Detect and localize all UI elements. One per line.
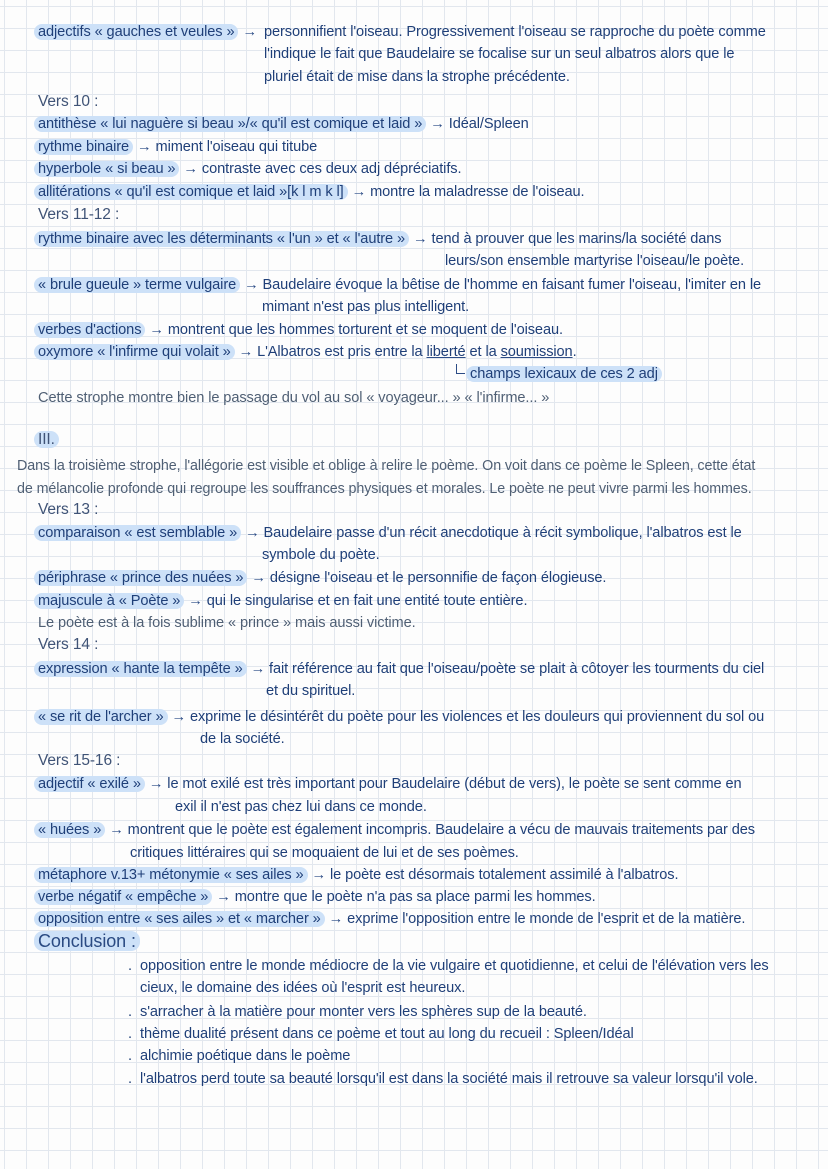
note-expression	[38, 659, 764, 679]
arrow-icon: →	[351, 184, 367, 200]
rythme2-text-1: tend à prouver que les marins/la société dans	[431, 231, 722, 247]
conclusion-title	[38, 931, 140, 951]
oxy-text-c: et la	[465, 344, 501, 360]
meta-text: le poète est désormais totalement assimilé à l'albatros.	[330, 867, 679, 883]
arrow-icon: →	[188, 593, 203, 609]
huees-text-1: montrent que le poète est également incompris. Baudelaire a vécu de mauvais traitements par des	[127, 822, 755, 838]
highlight-rythme2: rythme binaire avec les déterminants « l'un » et « l'autre »	[34, 231, 409, 247]
rit-text-1: exprime le désintérêt du poète pour les violences et les douleurs qui proviennent du sol ou	[189, 709, 765, 725]
antithese-text: Idéal/Spleen	[448, 116, 529, 132]
note-adjectifs	[38, 22, 257, 42]
highlight-allitterations: allitérations « qu'il est comique et laid »[k l m k l]	[34, 184, 348, 200]
huees-text-2: critiques littéraires qui se moquaient de lui et de ses poèmes.	[130, 845, 519, 861]
bullet-icon: .	[128, 1004, 132, 1020]
peri-text: désigne l'oiseau et le personnifie de façon élogieuse.	[269, 570, 607, 586]
note-allitterations	[38, 182, 585, 202]
allit-text: montre la maladresse de l'oiseau.	[370, 184, 585, 200]
sublime-note: Le poète est à la fois sublime « prince » mais aussi victime.	[38, 615, 416, 631]
exile-text-1: le mot exilé est très important pour Baudelaire (début de vers), le poète se sent comme en	[167, 776, 742, 792]
oxy-text-e: .	[572, 344, 577, 360]
highlight-adjectifs: adjectifs « gauches et veules »	[34, 24, 238, 40]
oppo-text: exprime l'opposition entre le monde de l'esprit et de la matière.	[347, 911, 746, 927]
highlight-rythme: rythme binaire	[34, 139, 133, 155]
heading-vers-10: Vers 10 :	[38, 93, 99, 110]
neg-text: montre que le poète n'a pas sa place parmi les hommes.	[234, 889, 596, 905]
arrow-icon: →	[148, 776, 164, 792]
highlight-oxymore: oxymore « l'infirme qui volait »	[34, 344, 235, 360]
note-periphrase	[38, 568, 606, 588]
arrow-icon: →	[250, 661, 266, 677]
highlight-comparaison: comparaison « est semblable »	[34, 525, 241, 541]
rythme2-text-2: leurs/son ensemble martyrise l'oiseau/le poète.	[445, 253, 745, 269]
note-antithese	[38, 114, 529, 134]
arrow-icon: →	[109, 822, 124, 838]
note-exile	[38, 774, 742, 794]
note-hyperbole	[38, 159, 461, 179]
note-champs	[470, 364, 662, 384]
arrow-icon: →	[413, 231, 428, 247]
highlight-majuscule: majuscule à « Poète »	[34, 593, 184, 609]
highlight-opposition: opposition entre « ses ailes » et « marcher »	[34, 911, 325, 927]
oxy-liberte: liberté	[426, 344, 466, 360]
conclusion-item-1-line-2: cieux, le domaine des idées où l'esprit est heureux.	[140, 980, 466, 996]
arrow-icon: →	[328, 911, 344, 927]
heading-vers-13: Vers 13 :	[38, 501, 99, 518]
comp-text-2: symbole du poète.	[262, 547, 380, 563]
heading-vers-15-16: Vers 15-16 :	[38, 752, 121, 769]
conclusion-item-5: l'albatros perd toute sa beauté lorsqu'il est dans la société mais il retrouve sa valeur lorsqu'il vole.	[140, 1071, 758, 1087]
hook-arrow-icon	[456, 364, 465, 374]
verbes-text: montrent que les hommes torturent et se moquent de l'oiseau.	[167, 322, 563, 338]
bullet-icon: .	[128, 1048, 132, 1064]
highlight-exile: adjectif « exilé »	[34, 776, 145, 792]
note-archer	[38, 707, 764, 727]
expr-text-2: et du spirituel.	[266, 683, 356, 699]
exile-text-2: exil il n'est pas chez lui dans ce monde.	[175, 799, 427, 815]
strophe-summary: Cette strophe montre bien le passage du vol au sol « voyageur... » « l'infirme... »	[38, 390, 550, 406]
bullet-icon: .	[128, 958, 132, 974]
arrow-icon: →	[244, 277, 259, 293]
highlight-archer: « se rit de l'archer »	[34, 709, 168, 725]
note-verbe-negatif	[38, 887, 596, 907]
arrow-icon: →	[430, 116, 445, 132]
arrow-icon: →	[245, 525, 260, 541]
section-numeral-iii	[38, 430, 59, 450]
note-majuscule	[38, 591, 527, 611]
bullet-icon: .	[128, 1071, 132, 1087]
highlight-expression: expression « hante la tempête »	[34, 661, 247, 677]
highlight-periphrase: périphrase « prince des nuées »	[34, 570, 247, 586]
conclusion-item-2: s'arracher à la matière pour monter vers les sphères sup de la beauté.	[140, 1004, 587, 1020]
arrow-icon: →	[311, 867, 327, 883]
maj-text: qui le singularise et en fait une entité toute entière.	[206, 593, 528, 609]
highlight-champs: champs lexicaux de ces 2 adj	[466, 366, 662, 382]
section3-intro-1: Dans la troisième strophe, l'allégorie est visible et oblige à relire le poème. On voit dans ce poème le Spleen, cette état	[17, 458, 756, 474]
highlight-huees: « huées »	[34, 822, 105, 838]
comp-text-1: Baudelaire passe d'un récit anecdotique à récit symbolique, l'albatros est le	[263, 525, 742, 541]
conclusion-item-1-line-1: opposition entre le monde médiocre de la vie vulgaire et quotidienne, et celui de l'élévation vers les	[140, 958, 769, 974]
highlight-verbe-negatif: verbe négatif « empêche »	[34, 889, 212, 905]
adjectifs-text-1: personnifient l'oiseau. Progressivement l'oiseau se rapproche du poète comme	[264, 24, 766, 40]
conclusion-item-4: alchimie poétique dans le poème	[140, 1048, 351, 1064]
note-verbes	[38, 320, 563, 340]
highlight-conclusion: Conclusion :	[34, 931, 140, 951]
brule-text-1: Baudelaire évoque la bêtise de l'homme en faisant fumer l'oiseau, l'imiter en le	[262, 277, 761, 293]
hyperbole-text: contraste avec ces deux adj dépréciatifs.	[201, 161, 462, 177]
note-rythme	[38, 137, 317, 157]
arrow-icon: →	[216, 889, 231, 905]
section3-intro-2: de mélancolie profonde qui regroupe les souffrances physiques et morales. Le poète ne peut vivre parmi les hommes.	[17, 481, 752, 497]
brule-text-2: mimant n'est pas plus intelligent.	[262, 299, 470, 315]
adjectifs-text-3: pluriel était de mise dans la strophe précédente.	[264, 69, 570, 85]
arrow-icon: →	[171, 709, 186, 725]
note-metaphore	[38, 865, 678, 885]
arrow-icon: →	[251, 570, 266, 586]
expr-text-1: fait référence au fait que l'oiseau/poète se plait à côtoyer les tourments du ciel	[269, 661, 765, 677]
note-huees	[38, 820, 755, 840]
conclusion-item-3: thème dualité présent dans ce poème et tout au long du recueil : Spleen/Idéal	[140, 1026, 634, 1042]
highlight-verbes: verbes d'actions	[34, 322, 145, 338]
oxy-text-a: L'Albatros est pris entre la	[257, 344, 427, 360]
heading-vers-11-12: Vers 11-12 :	[38, 206, 120, 223]
rit-text-2: de la société.	[200, 731, 285, 747]
note-oxymore	[38, 342, 577, 362]
oxy-soumission: soumission	[500, 344, 573, 360]
highlight-metaphore: métaphore v.13+ métonymie « ses ailes »	[34, 867, 308, 883]
highlight-numeral: III.	[34, 431, 59, 448]
adjectifs-text-2: l'indique le fait que Baudelaire se focalise sur un seul albatros alors que le	[264, 46, 735, 62]
arrow-icon: →	[183, 161, 198, 177]
arrow-icon: →	[238, 344, 254, 360]
note-comparaison	[38, 523, 742, 543]
rythme-text: miment l'oiseau qui titube	[155, 139, 318, 155]
highlight-antithese: antithèse « lui naguère si beau »/« qu'il est comique et laid »	[34, 116, 426, 132]
highlight-hyperbole: hyperbole « si beau »	[34, 161, 179, 177]
bullet-icon: .	[128, 1026, 132, 1042]
arrow-icon: →	[149, 322, 164, 338]
note-brule	[38, 275, 761, 295]
note-opposition	[38, 909, 745, 929]
note-rythme2	[38, 229, 721, 249]
arrow-icon: →	[137, 139, 152, 155]
highlight-brule: « brule gueule » terme vulgaire	[34, 277, 240, 293]
arrow-icon: →	[242, 24, 257, 40]
heading-vers-14: Vers 14 :	[38, 636, 99, 653]
